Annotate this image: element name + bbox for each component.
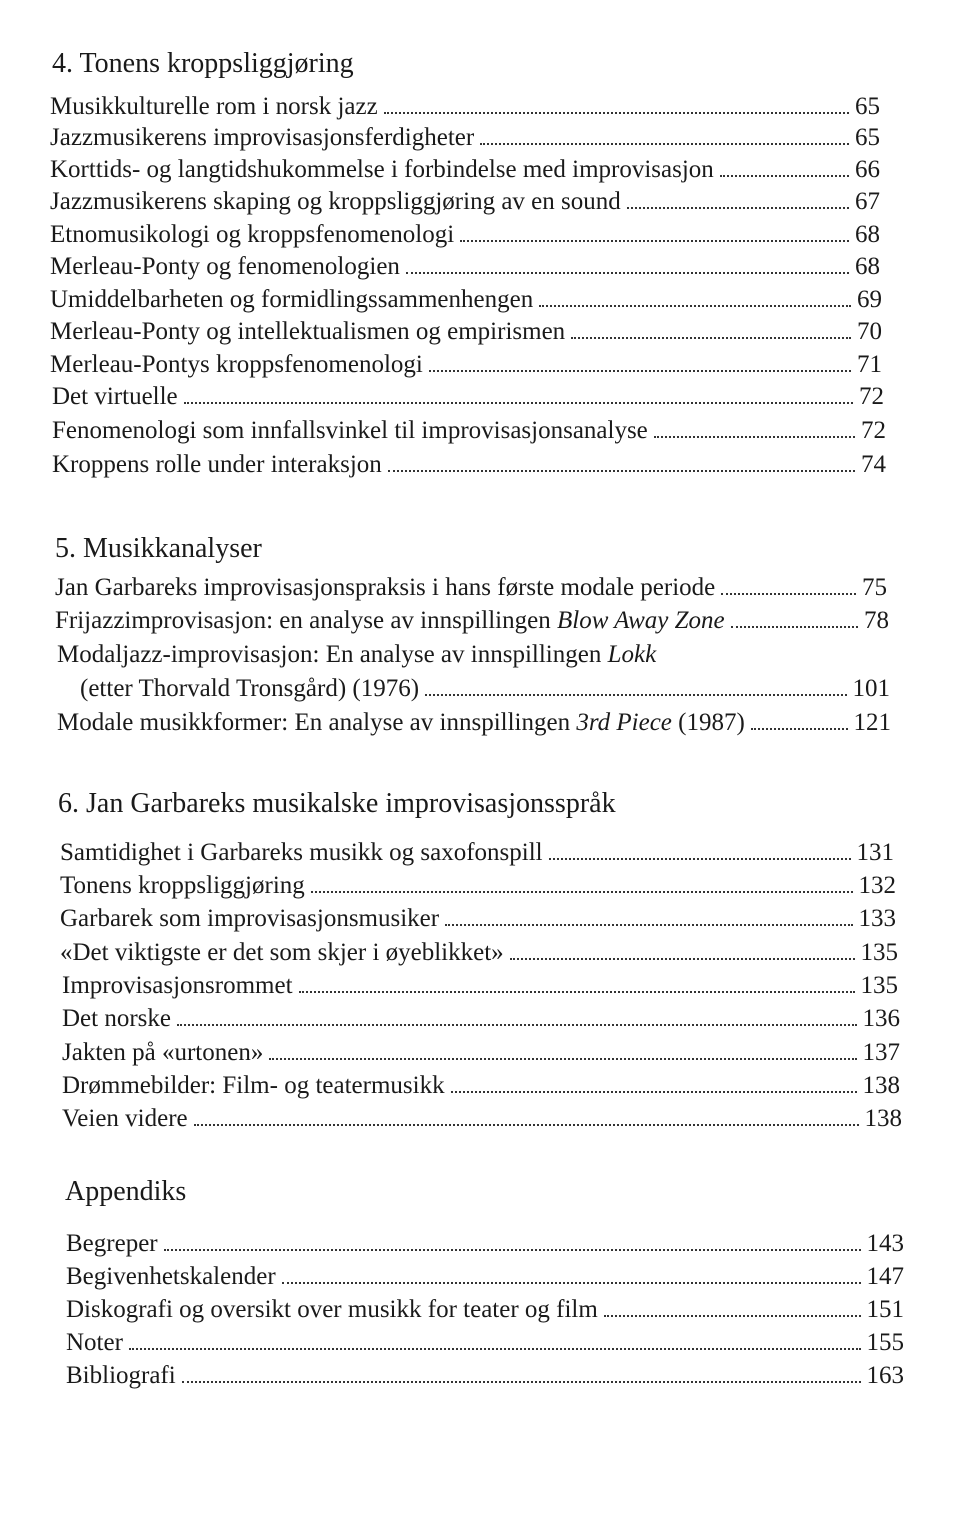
toc-entry-line[interactable] xyxy=(57,642,656,667)
entry-page: 135 xyxy=(860,939,898,966)
toc-entry[interactable] xyxy=(50,125,880,150)
entry-title: Jakten på «urtonen» xyxy=(62,1039,264,1066)
toc-entry[interactable] xyxy=(62,1040,900,1065)
entry-page: 68 xyxy=(855,253,880,280)
dot-leader xyxy=(460,240,849,242)
toc-entry[interactable] xyxy=(62,1006,900,1031)
entry-page: 72 xyxy=(859,383,884,410)
dot-leader xyxy=(406,272,849,274)
entry-title: Jan Garbareks improvisasjonspraksis i hans første modale periode xyxy=(55,574,716,601)
entry-page: 69 xyxy=(857,286,882,313)
toc-entry[interactable] xyxy=(62,973,898,998)
toc-entry[interactable] xyxy=(52,384,884,409)
toc-entry[interactable] xyxy=(66,1363,904,1388)
toc-entry[interactable] xyxy=(50,319,882,344)
section-title-appendiks: Appendiks xyxy=(65,1176,187,1207)
entry-title-italic: Blow Away Zone xyxy=(556,607,725,634)
toc-entry[interactable] xyxy=(57,710,891,735)
entry-title: «Det viktigste er det som skjer i øyeblikket» xyxy=(60,939,504,966)
entry-title: Begreper xyxy=(66,1230,158,1257)
entry-page: 132 xyxy=(858,872,896,899)
entry-title: Veien videre xyxy=(62,1105,188,1132)
dot-leader xyxy=(480,143,849,145)
entry-page: 72 xyxy=(861,417,886,444)
entry-page: 147 xyxy=(866,1263,904,1290)
entry-title: Umiddelbarheten og formidlingssammenhengen xyxy=(50,286,534,313)
dot-leader xyxy=(539,305,851,307)
toc-entry[interactable] xyxy=(55,575,887,600)
entry-page: 121 xyxy=(853,709,891,736)
section-title-6: 6. Jan Garbareks musikalske improvisasjonsspråk xyxy=(58,788,616,819)
dot-leader xyxy=(751,728,848,730)
entry-title: Begivenhetskalender xyxy=(66,1263,276,1290)
entry-page: 163 xyxy=(866,1362,904,1389)
toc-entry[interactable] xyxy=(50,189,880,214)
dot-leader xyxy=(445,924,852,926)
entry-title: Samtidighet i Garbareks musikk og saxofonspill xyxy=(60,839,543,866)
toc-entry[interactable] xyxy=(52,418,886,443)
toc-entry[interactable] xyxy=(50,287,882,312)
entry-title-text: Modaljazz-improvisasjon: En analyse av innspillingen xyxy=(57,641,608,668)
toc-entry[interactable] xyxy=(60,873,896,898)
entry-title: Drømmebilder: Film- og teatermusikk xyxy=(62,1072,445,1099)
dot-leader xyxy=(731,626,858,628)
entry-page: 138 xyxy=(864,1105,902,1132)
toc-entry[interactable] xyxy=(66,1330,904,1355)
dot-leader xyxy=(311,891,853,893)
entry-title: Korttids- og langtidshukommelse i forbindelse med improvisasjon xyxy=(50,156,714,183)
section-title-5: 5. Musikkanalyser xyxy=(55,533,262,564)
dot-leader xyxy=(429,370,851,372)
toc-entry[interactable] xyxy=(52,452,886,477)
section-title-4: 4. Tonens kroppsliggjøring xyxy=(52,48,354,79)
entry-page: 75 xyxy=(862,574,887,601)
dot-leader xyxy=(451,1091,857,1093)
entry-page: 78 xyxy=(864,607,889,634)
entry-title-text: Frijazzimprovisasjon: en analyse av innspillingen xyxy=(55,607,557,634)
dot-leader xyxy=(388,470,855,472)
entry-page: 135 xyxy=(860,972,898,999)
entry-title: Etnomusikologi og kroppsfenomenologi xyxy=(50,221,455,248)
entry-title: Tonens kroppsliggjøring xyxy=(60,872,305,899)
toc-entry[interactable] xyxy=(80,676,890,701)
entry-page: 70 xyxy=(857,318,882,345)
dot-leader xyxy=(194,1124,859,1126)
entry-title: Jazzmusikerens improvisasjonsferdigheter xyxy=(50,124,475,151)
entry-title: Merleau-Pontys kroppsfenomenologi xyxy=(50,351,423,378)
dot-leader xyxy=(269,1058,856,1060)
dot-leader xyxy=(510,958,855,960)
entry-page: 65 xyxy=(855,124,880,151)
entry-title: Musikkulturelle rom i norsk jazz xyxy=(50,93,378,120)
entry-title: Det virtuelle xyxy=(52,383,178,410)
dot-leader xyxy=(654,436,855,438)
entry-page: 136 xyxy=(862,1005,900,1032)
entry-page: 65 xyxy=(855,93,880,120)
entry-title-suffix: (1987) xyxy=(671,709,745,736)
toc-entry[interactable] xyxy=(60,906,896,931)
entry-title: Fenomenologi som innfallsvinkel til improvisasjonsanalyse xyxy=(52,417,648,444)
entry-title: Merleau-Ponty og fenomenologien xyxy=(50,253,400,280)
entry-page: 66 xyxy=(855,156,880,183)
entry-title: Diskografi og oversikt over musikk for teater og film xyxy=(66,1296,598,1323)
entry-page: 68 xyxy=(855,221,880,248)
entry-title xyxy=(57,710,745,735)
toc-entry[interactable] xyxy=(55,608,889,633)
dot-leader xyxy=(571,337,851,339)
toc-entry[interactable] xyxy=(50,157,880,182)
entry-title: Noter xyxy=(66,1329,123,1356)
dot-leader xyxy=(604,1315,861,1317)
entry-page: 151 xyxy=(866,1296,904,1323)
entry-page: 143 xyxy=(866,1230,904,1257)
entry-page: 71 xyxy=(857,351,882,378)
entry-page: 131 xyxy=(856,839,894,866)
entry-page: 137 xyxy=(862,1039,900,1066)
entry-page: 138 xyxy=(862,1072,900,1099)
toc-entry[interactable] xyxy=(60,840,894,865)
toc-entry[interactable] xyxy=(50,222,880,247)
toc-entry[interactable] xyxy=(66,1297,904,1322)
entry-title-italic: Lokk xyxy=(607,641,657,668)
toc-entry[interactable] xyxy=(60,940,898,965)
dot-leader xyxy=(627,207,849,209)
entry-title: Garbarek som improvisasjonsmusiker xyxy=(60,905,440,932)
entry-page: 67 xyxy=(855,188,880,215)
entry-page: 101 xyxy=(852,675,890,702)
dot-leader xyxy=(425,694,846,696)
entry-page: 133 xyxy=(858,905,896,932)
dot-leader xyxy=(129,1348,861,1350)
toc-entry[interactable] xyxy=(50,254,880,279)
toc-entry[interactable] xyxy=(62,1073,900,1098)
dot-leader xyxy=(721,593,856,595)
entry-title xyxy=(55,608,725,633)
entry-page: 74 xyxy=(861,451,886,478)
entry-page: 155 xyxy=(866,1329,904,1356)
toc-entry[interactable] xyxy=(62,1106,902,1131)
dot-leader xyxy=(177,1024,857,1026)
dot-leader xyxy=(299,991,855,993)
dot-leader xyxy=(184,402,853,404)
dot-leader xyxy=(720,175,849,177)
entry-title: Det norske xyxy=(62,1005,171,1032)
entry-title: Kroppens rolle under interaksjon xyxy=(52,451,382,478)
dot-leader xyxy=(182,1381,861,1383)
dot-leader xyxy=(164,1249,861,1251)
entry-title: Improvisasjonsrommet xyxy=(62,972,293,999)
dot-leader xyxy=(384,112,849,114)
dot-leader xyxy=(282,1282,861,1284)
entry-title-text: Modale musikkformer: En analyse av innspillingen xyxy=(57,709,577,736)
entry-title-italic: 3rd Piece xyxy=(576,709,672,736)
entry-title: Merleau-Ponty og intellektualismen og empirismen xyxy=(50,318,566,345)
entry-title: Jazzmusikerens skaping og kroppsliggjøring av en sound xyxy=(50,188,621,215)
dot-leader xyxy=(549,858,851,860)
entry-title: Bibliografi xyxy=(66,1362,176,1389)
toc-entry[interactable] xyxy=(66,1231,904,1256)
toc-entry[interactable] xyxy=(66,1264,904,1289)
entry-title: (etter Thorvald Tronsgård) (1976) xyxy=(80,675,420,702)
toc-entry[interactable] xyxy=(50,94,880,119)
toc-entry[interactable] xyxy=(50,352,882,377)
